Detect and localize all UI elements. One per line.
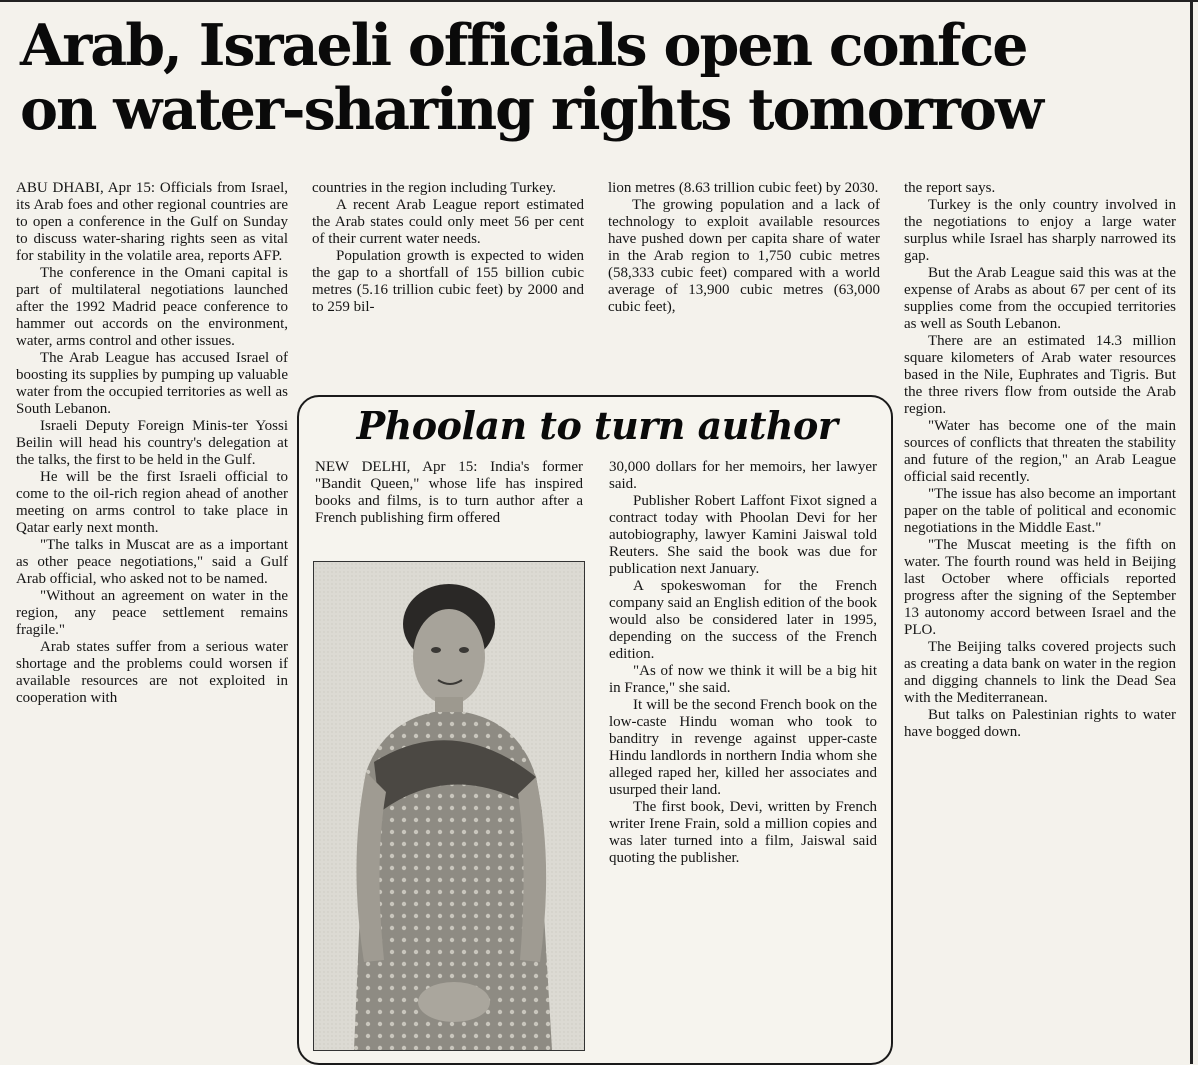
paragraph: The Arab League has accused Israel of boosting its supplies by pumping up valuable water from the occupied territories as well as South Lebanon. [16, 350, 288, 417]
top-rule [0, 0, 1198, 2]
main-story-column-2 [312, 180, 584, 316]
right-column-rule [1190, 0, 1193, 1064]
inset-story-column-2 [609, 459, 877, 867]
paragraph: the report says. [904, 180, 996, 196]
paragraph: A spokeswoman for the French company said an English edition of the book would also be considered later in 1995, depending on the success of the French edition. [609, 578, 877, 662]
paragraph: The Beijing talks covered projects such as creating a data bank on water in the region and digging channels to link the Dead Sea with the Mediterranean. [904, 639, 1176, 706]
paragraph: 30,000 dollars for her memoirs, her lawyer said. [609, 459, 877, 492]
portrait-photo-icon [314, 562, 584, 1050]
main-story-column-3 [608, 180, 880, 316]
headline-line-1: Arab, Israeli officials open confce [20, 12, 1027, 79]
paragraph: "Without an agreement on water in the region, any peace settlement remains fragile." [16, 588, 288, 638]
headline-line-2: on water-sharing rights tomorrow [20, 76, 1042, 143]
headline [20, 14, 1185, 142]
paragraph: But talks on Palestinian rights to water have bogged down. [904, 707, 1176, 740]
paragraph: Publisher Robert Laffont Fixot signed a contract today with Phoolan Devi for her autobiography, lawyer Kamini Jaiswal told Reuters. She said the book was due for publication next January. [609, 493, 877, 577]
paragraph: "The issue has also become an important paper on the table of political and economic negotiations in the Middle East." [904, 486, 1176, 536]
paragraph: But the Arab League said this was at the expense of Arabs as about 67 per cent of its supplies come from the occupied territories as well as South Lebanon. [904, 265, 1176, 332]
inset-story-box [297, 395, 893, 1065]
paragraph: Arab states suffer from a serious water shortage and the problems could worsen if available resources are not exploited in cooperation with [16, 639, 288, 706]
paragraph: Israeli Deputy Foreign Minis-ter Yossi Beilin will head his country's delegation at the talks, the first to be held in the Gulf. [16, 418, 288, 468]
paragraph: He will be the first Israeli official to come to the oil-rich region ahead of another meeting on arms control to take place in Qatar early next month. [16, 469, 288, 536]
main-story-column-1 [16, 180, 288, 707]
paragraph: ABU DHABI, Apr 15: Officials from Israel, its Arab foes and other regional countries are to open a conference in the Gulf on Sunday to discuss water-sharing rights seen as vital for stability in the volatile area, reports AFP. [16, 180, 288, 264]
paragraph: The growing population and a lack of technology to exploit available resources have pushed down per capita share of water in the Arab region to 1,750 cubic metres (58,333 cubic feet) compared with a world average of 13,900 cubic metres (63,000 cubic feet), [608, 197, 880, 315]
paragraph: "As of now we think it will be a big hit in France," she said. [609, 663, 877, 696]
paragraph: It will be the second French book on the low-caste Hindu woman who took to banditry in revenge against upper-caste Hindu landlords in northern India whom she alleged raped her, killed her associates and usurped their land. [609, 697, 877, 798]
paragraph: The first book, Devi, written by French writer Irene Frain, sold a million copies and was later turned into a film, Jaiswal said quoting the publisher. [609, 799, 877, 866]
inset-story-column-1 [315, 459, 583, 527]
paragraph: The conference in the Omani capital is part of multilateral negotiations launched after the 1992 Madrid peace conference to hammer out accords on the environment, water, arms control and other issues. [16, 265, 288, 349]
paragraph: A recent Arab League report estimated the Arab states could only meet 56 per cent of their current water needs. [312, 197, 584, 247]
paragraph: Population growth is expected to widen the gap to a shortfall of 155 billion cubic metres (5.16 trillion cubic feet) by 2000 and to 259 bil- [312, 248, 584, 315]
paragraph: "The Muscat meeting is the fifth on water. The fourth round was held in Beijing last October where officials reported progress after the signing of the September 13 autonomy accord between Israel and the PLO. [904, 537, 1176, 638]
paragraph: There are an estimated 14.3 million square kilometers of Arab water resources based in the Nile, Euphrates and Tigris. But the three rivers flow from outside the Arab region. [904, 333, 1176, 417]
paragraph: NEW DELHI, Apr 15: India's former "Bandit Queen," whose life has inspired books and films, is to turn author after a French publishing firm offered [315, 459, 583, 526]
photo-phoolan-devi [313, 561, 585, 1051]
paragraph: "The talks in Muscat are as a important as other peace negotiations," said a Gulf Arab official, who asked not to be named. [16, 537, 288, 587]
main-story-column-4 [904, 180, 1176, 741]
paragraph: countries in the region including Turkey. [312, 180, 556, 196]
inset-headline: Phoolan to turn author [356, 403, 838, 448]
paragraph: "Water has become one of the main sources of conflicts that threaten the stability and future of the region," an Arab League official said recently. [904, 418, 1176, 485]
paragraph: lion metres (8.63 trillion cubic feet) by 2030. [608, 180, 879, 196]
paragraph: Turkey is the only country involved in the negotiations to enjoy a large water surplus while Israel has sharply narrowed its gap. [904, 197, 1176, 264]
